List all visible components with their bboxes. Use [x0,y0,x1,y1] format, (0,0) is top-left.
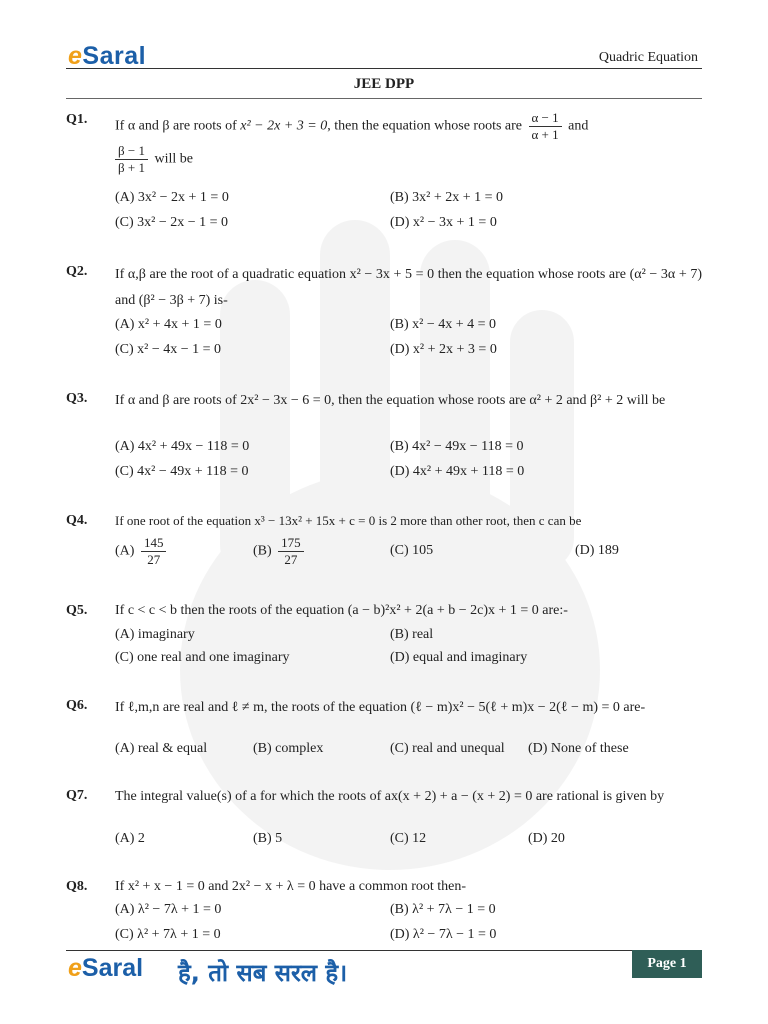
q5-option-a: (A) imaginary [115,627,195,642]
title-divider [66,98,702,99]
q4-option-b: (B) $\frac{175}{27}$ [253,535,307,568]
q1-option-d: (D) x² − 3x + 1 = 0 [390,215,497,230]
q8-option-a: (A) λ² − 7λ + 1 = 0 [115,902,222,917]
q2-option-c: (C) x² − 4x − 1 = 0 [115,342,222,357]
question-2 [66,262,702,314]
q1-text-b: , then the equation whose roots are [327,118,522,134]
question-number: Q7. [66,788,88,803]
q6-option-a: (A) real & equal [115,741,208,756]
q3-option-d: (D) 4x² + 49x + 118 = 0 [390,464,525,479]
q1-option-c: (C) 3x² − 2x − 1 = 0 [115,215,229,230]
q4-option-b-fraction: $\frac{175}{27}$ [278,535,304,568]
question-6 [66,696,702,719]
question-3 [66,389,702,412]
q7-option-c: (C) 12 [390,831,427,846]
q7-option-d: (D) 20 [528,831,565,846]
question-text [115,110,702,176]
q1-text-c: and [568,118,589,134]
question-4 [66,511,702,531]
question-text: If α,β are the root of a quadratic equation x² − 3x + 5 = 0 then the equation whose roots are (α² − 3α + 7) and (β² − 3β + 7) is- [115,267,702,308]
question-text: If x² + x − 1 = 0 and 2x² − x + λ = 0 have a common root then- [115,879,467,894]
q3-option-b: (B) 4x² − 49x − 118 = 0 [390,439,524,454]
q4-option-a: (A) $\frac{145}{27}$ [115,535,169,568]
q4-option-d: (D) 189 [575,543,619,558]
question-number: Q1. [66,112,88,127]
q5-option-b: (B) real [390,627,434,642]
q2-option-b: (B) x² − 4x + 4 = 0 [390,317,497,332]
q1-equation: x² − 2x + 3 = 0 [240,118,328,134]
question-number: Q2. [66,264,88,279]
q8-option-c: (C) λ² + 7λ + 1 = 0 [115,927,221,942]
esaral-logo: eSaral [68,42,147,70]
question-7 [66,786,702,808]
question-1 [66,110,702,176]
q5-option-c: (C) one real and one imaginary [115,650,290,665]
question-number: Q4. [66,513,88,528]
footer-esaral-logo: eSaral [68,954,144,982]
question-text: If c < c < b then the roots of the equation (a − b)²x² + 2(a + b − 2c)x + 1 = 0 are:- [115,603,568,618]
question-text: If one root of the equation x³ − 13x² + 15x + c = 0 is 2 more than other root, then c can be [115,513,582,528]
q7-option-b: (B) 5 [253,831,283,846]
q6-option-c: (C) real and unequal [390,741,505,756]
page-number-badge: Page 1 [632,950,702,978]
q1-option-a: (A) 3x² − 2x + 1 = 0 [115,190,229,205]
question-8 [66,877,702,897]
question-5 [66,601,702,621]
question-number: Q8. [66,879,88,894]
q1-fraction-beta: $\frac{\beta - 1}{\beta + 1}$ [115,143,148,176]
footer-logo-text: Saral [81,954,144,982]
q6-option-b: (B) complex [253,741,324,756]
q1-text-d: will be [154,151,193,167]
q1-option-b: (B) 3x² + 2x + 1 = 0 [390,190,504,205]
question-number: Q6. [66,698,88,713]
q1-text-a: If α and β are roots of [115,118,237,134]
q2-option-d: (D) x² + 2x + 3 = 0 [390,342,497,357]
q8-option-d: (D) λ² − 7λ − 1 = 0 [390,927,497,942]
footer-divider [66,950,702,951]
q8-option-b: (B) λ² + 7λ − 1 = 0 [390,902,496,917]
header-divider [66,68,702,69]
q1-fraction-alpha: $\frac{\alpha - 1}{\alpha + 1}$ [529,110,562,143]
q4-option-a-fraction: $\frac{145}{27}$ [141,535,167,568]
q6-option-d: (D) None of these [528,741,629,756]
q3-option-a: (A) 4x² + 49x − 118 = 0 [115,439,250,454]
question-text: If ℓ,m,n are real and ℓ ≠ m, the roots of the equation (ℓ − m)x² − 5(ℓ + m)x − 2(ℓ − m) = 0 are- [115,700,646,715]
question-text: The integral value(s) of a for which the roots of ax(x + 2) + a − (x + 2) = 0 are rational is given by [115,789,665,804]
footer-tagline: है, तो सब सरल है। [178,959,348,987]
q5-option-d: (D) equal and imaginary [390,650,528,665]
question-text: If α and β are roots of 2x² − 3x − 6 = 0, then the equation whose roots are α² + 2 and β² + 2 will be [115,393,666,408]
q4-option-c: (C) 105 [390,543,434,558]
q3-option-c: (C) 4x² − 49x + 118 = 0 [115,464,249,479]
q2-option-a: (A) x² + 4x + 1 = 0 [115,317,222,332]
header-subject-title: Quadric Equation [598,50,698,65]
logo-text: Saral [82,42,147,70]
question-number: Q5. [66,603,88,618]
q7-option-a: (A) 2 [115,831,145,846]
question-number: Q3. [66,391,88,406]
document-title: JEE DPP [353,76,415,92]
